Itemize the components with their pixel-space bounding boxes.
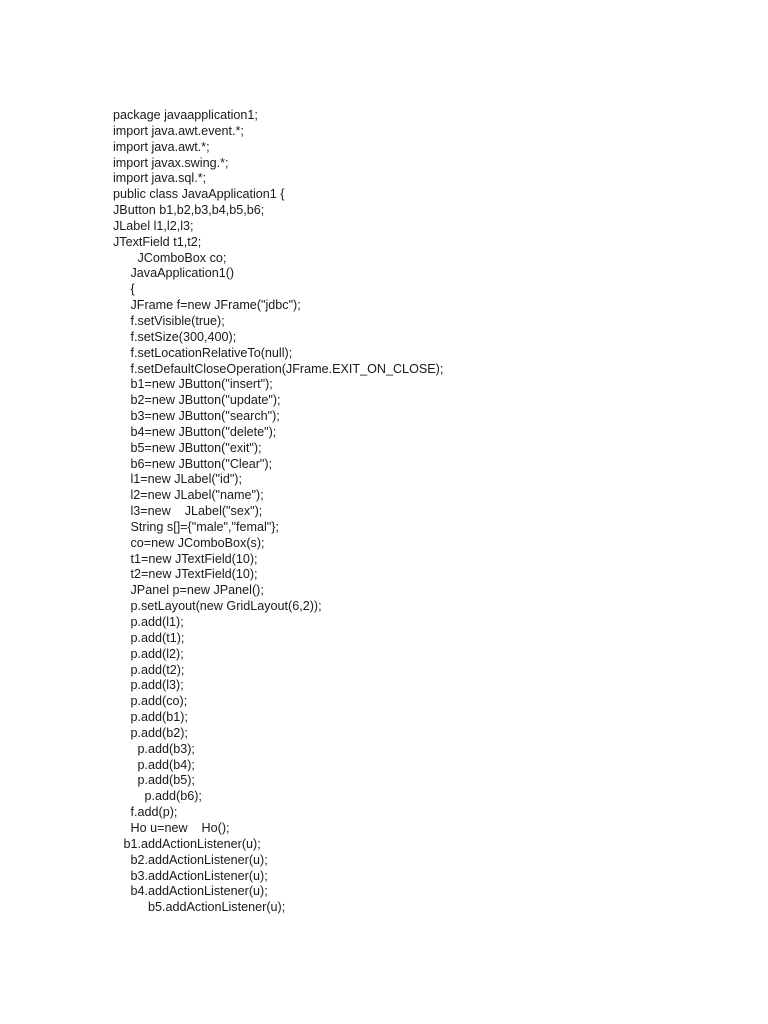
code-line: b1.addActionListener(u); xyxy=(113,836,261,851)
code-line: import javax.swing.*; xyxy=(113,155,229,170)
code-line: p.add(b5); xyxy=(113,773,195,788)
code-line: p.add(b4); xyxy=(113,757,195,772)
code-line: JPanel p=new JPanel(); xyxy=(113,583,264,598)
code-line: JButton b1,b2,b3,b4,b5,b6; xyxy=(113,203,265,218)
code-line: b2=new JButton("update"); xyxy=(113,393,281,408)
code-line: { xyxy=(113,282,135,297)
code-line: p.add(l3); xyxy=(113,678,184,693)
code-line: f.setVisible(true); xyxy=(113,313,225,328)
code-line: Ho u=new Ho(); xyxy=(113,820,230,835)
code-line: p.add(t2); xyxy=(113,662,185,677)
code-line: b1=new JButton("insert"); xyxy=(113,377,273,392)
code-line: p.add(l2); xyxy=(113,646,184,661)
code-line: p.add(t1); xyxy=(113,630,185,645)
code-line: l1=new JLabel("id"); xyxy=(113,472,242,487)
code-line: b3.addActionListener(u); xyxy=(113,868,268,883)
code-line: l3=new JLabel("sex"); xyxy=(113,504,263,519)
code-line: b5=new JButton("exit"); xyxy=(113,440,262,455)
code-line: b4=new JButton("delete"); xyxy=(113,424,277,439)
code-line: b3=new JButton("search"); xyxy=(113,409,280,424)
code-line: t2=new JTextField(10); xyxy=(113,567,258,582)
code-line: JLabel l1,l2,l3; xyxy=(113,218,194,233)
code-line: p.add(b6); xyxy=(113,789,202,804)
code-line: p.add(b2); xyxy=(113,725,188,740)
code-line: p.setLayout(new GridLayout(6,2)); xyxy=(113,599,322,614)
code-line: package javaapplication1; xyxy=(113,108,258,122)
code-line: p.add(b3); xyxy=(113,741,195,756)
code-line: p.add(co); xyxy=(113,694,188,709)
code-line: p.add(l1); xyxy=(113,615,184,629)
code-line: JavaApplication1() xyxy=(113,266,235,281)
code-line: b4.addActionListener(u); xyxy=(113,884,268,899)
code-line: public class JavaApplication1 { xyxy=(113,187,285,202)
code-line: b5.addActionListener(u); xyxy=(113,900,286,915)
code-line: JComboBox co; xyxy=(113,250,227,265)
code-line: co=new JComboBox(s); xyxy=(113,535,265,550)
code-line: JTextField t1,t2; xyxy=(113,234,202,249)
code-line: import java.awt.event.*; xyxy=(113,123,244,138)
code-line: f.setLocationRelativeTo(null); xyxy=(113,345,293,360)
code-line: f.add(p); xyxy=(113,805,178,820)
code-line: f.setSize(300,400); xyxy=(113,329,237,344)
code-line: l2=new JLabel("name"); xyxy=(113,488,264,503)
code-line: t1=new JTextField(10); xyxy=(113,551,258,566)
code-line: b6=new JButton("Clear"); xyxy=(113,456,273,471)
code-line: JFrame f=new JFrame("jdbc"); xyxy=(113,298,301,313)
code-listing xyxy=(113,108,443,916)
code-line: String s[]={"male","femal"}; xyxy=(113,519,279,534)
code-line: import java.awt.*; xyxy=(113,139,210,154)
code-line: import java.sql.*; xyxy=(113,171,207,186)
code-line: f.setDefaultCloseOperation(JFrame.EXIT_ON_CLOSE); xyxy=(113,361,444,376)
code-line: p.add(b1); xyxy=(113,710,188,725)
code-line: b2.addActionListener(u); xyxy=(113,852,268,867)
